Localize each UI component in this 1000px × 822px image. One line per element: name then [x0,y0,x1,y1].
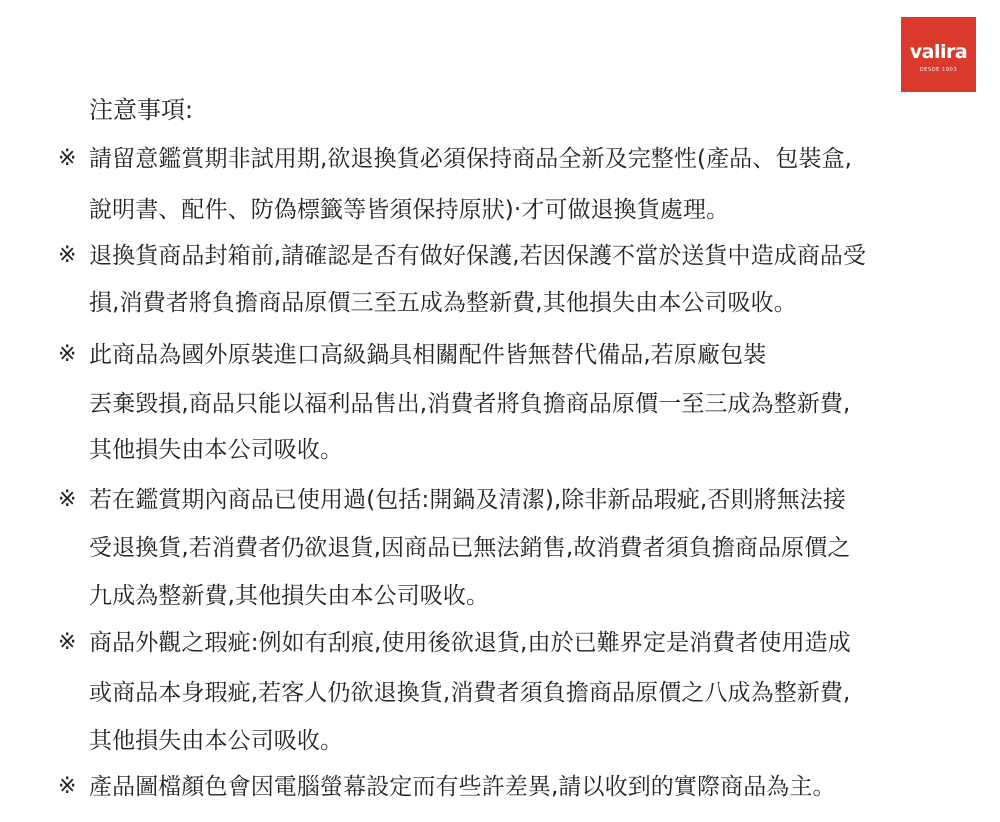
notice-item-1-line-2: 說明書、配件、防偽標籤等皆須保持原狀)‧才可做退換貨處理。 [89,197,730,223]
notice-item-3-line-1: 此商品為國外原裝進口高級鍋具相關配件皆無替代備品,若原廠包裝 [89,342,767,368]
bullet-mark: ※ [58,774,77,799]
bullet-mark: ※ [58,487,77,512]
bullet-mark: ※ [58,342,77,367]
notice-item-4-line-3: 九成為整新費,其他損失由本公司吸收。 [89,583,490,609]
notice-item-3-line-2: 丟棄毀損,商品只能以福利品售出,消費者將負擔商品原價一至三成為整新費, [89,391,851,417]
notice-item-2-line-2: 損,消費者將負擔商品原價三至五成為整新費,其他損失由本公司吸收。 [89,290,797,316]
logo-wordmark: valira [909,40,968,63]
valira-logo [901,17,976,92]
notice-item-4-line-1: 若在鑑賞期內商品已使用過(包括:開鍋及清潔),除非新品瑕疵,否則將無法接 [89,487,846,513]
notice-item-3-line-3: 其他損失由本公司吸收。 [89,437,344,463]
logo-tagline: DESDE 1903 [919,66,958,73]
notice-item-6-line-1: 產品圖檔顏色會因電腦螢幕設定而有些許差異,請以收到的實際商品為主。 [89,774,836,800]
notice-item-5-line-3: 其他損失由本公司吸收。 [89,728,344,754]
notice-item-2-line-1: 退換貨商品封箱前,請確認是否有做好保護,若因保護不當於送貨中造成商品受 [89,243,867,269]
bullet-mark: ※ [58,146,77,171]
bullet-mark: ※ [58,243,77,268]
notice-item-5-line-2: 或商品本身瑕疵,若客人仍欲退換貨,消費者須負擔商品原價之八成為整新費, [89,680,851,706]
notice-item-4-line-2: 受退換貨,若消費者仍欲退貨,因商品已無法銷售,故消費者須負擔商品原價之 [89,535,851,561]
notice-heading: 注意事項: [89,96,194,124]
notice-item-1-line-1: 請留意鑑賞期非試用期,欲退換貨必須保持商品全新及完整性(產品、包裝盒, [89,146,853,172]
notice-item-5-line-1: 商品外觀之瑕疵:例如有刮痕,使用後欲退貨,由於已難界定是消費者使用造成 [89,630,851,656]
bullet-mark: ※ [58,630,77,655]
